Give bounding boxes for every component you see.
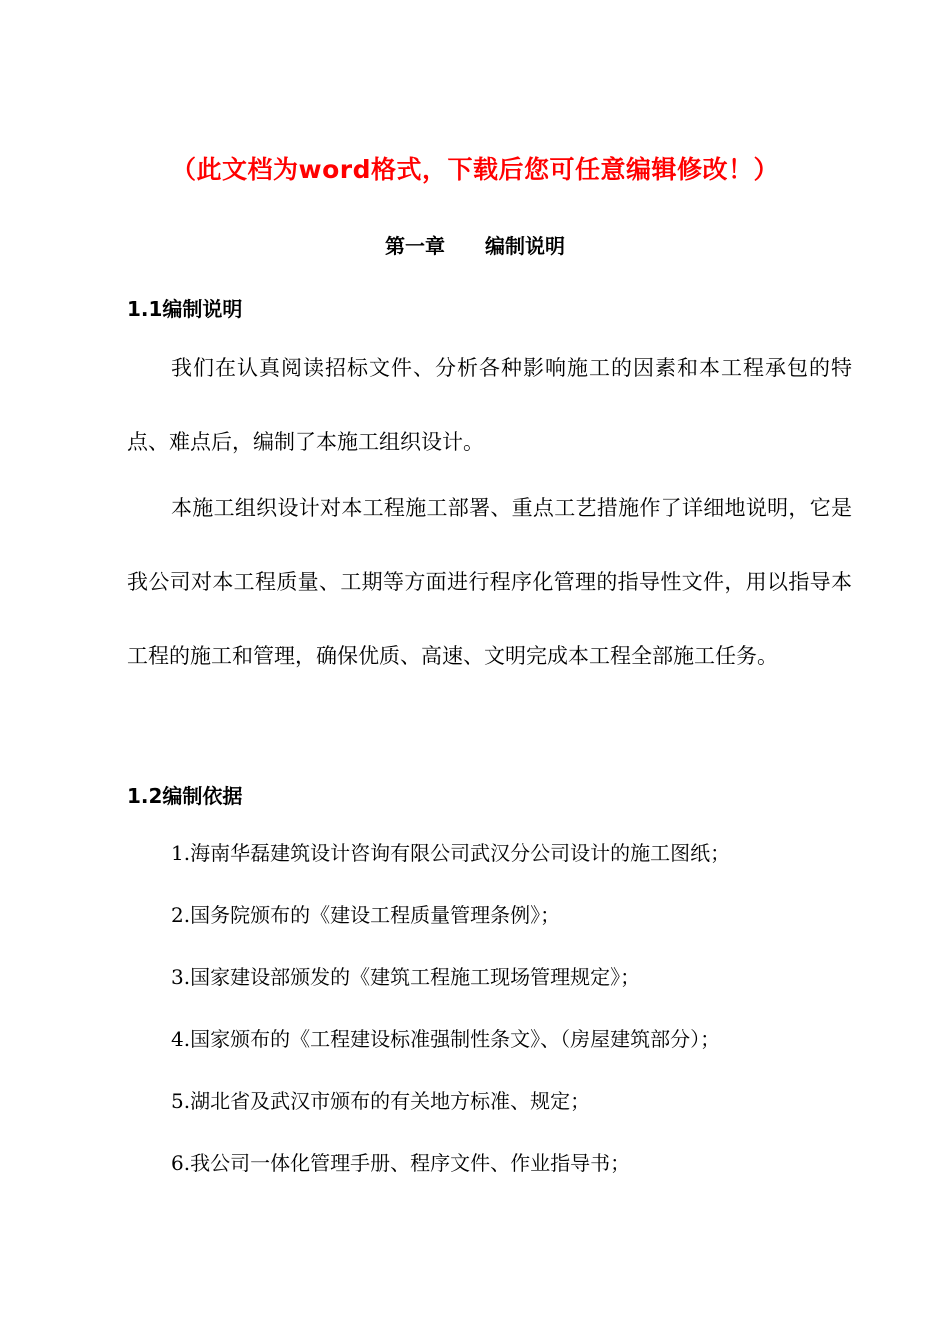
list-item: 2.国务院颁布的《建设工程质量管理条例》； (171, 903, 561, 927)
list-item: 3.国家建设部颁发的《建筑工程施工现场管理规定》； (171, 965, 641, 989)
format-notice: （此文档为word格式，下载后您可任意编辑修改！） (171, 155, 779, 184)
section-heading-1-1: 1.1编制说明 (127, 297, 243, 321)
list-item: 4.国家颁布的《工程建设标准强制性条文》、（房屋建筑部分）； (171, 1027, 721, 1051)
basis-list (171, 822, 730, 1194)
paragraph-2: 本施工组织设计对本工程施工部署、重点工艺措施作了详细地说明，它是我公司对本工程质量、工期等方面进行程序化管理的指导性文件，用以指导本工程的施工和管理，确保优质、高速、文明完成本工程全部施工任务。 (127, 496, 852, 668)
paragraph-1: 我们在认真阅读招标文件、分析各种影响施工的因素和本工程承包的特点、难点后，编制了本施工组织设计。 (127, 356, 852, 454)
list-item: 6.我公司一体化管理手册、程序文件、作业指导书； (171, 1151, 631, 1175)
list-item: 5.湖北省及武汉市颁布的有关地方标准、规定； (171, 1089, 591, 1113)
list-item: 1.海南华磊建筑设计咨询有限公司武汉分公司设计的施工图纸； (171, 841, 731, 865)
chapter-title: 第一章 编制说明 (385, 234, 565, 258)
section-heading-1-2: 1.2编制依据 (127, 784, 243, 808)
